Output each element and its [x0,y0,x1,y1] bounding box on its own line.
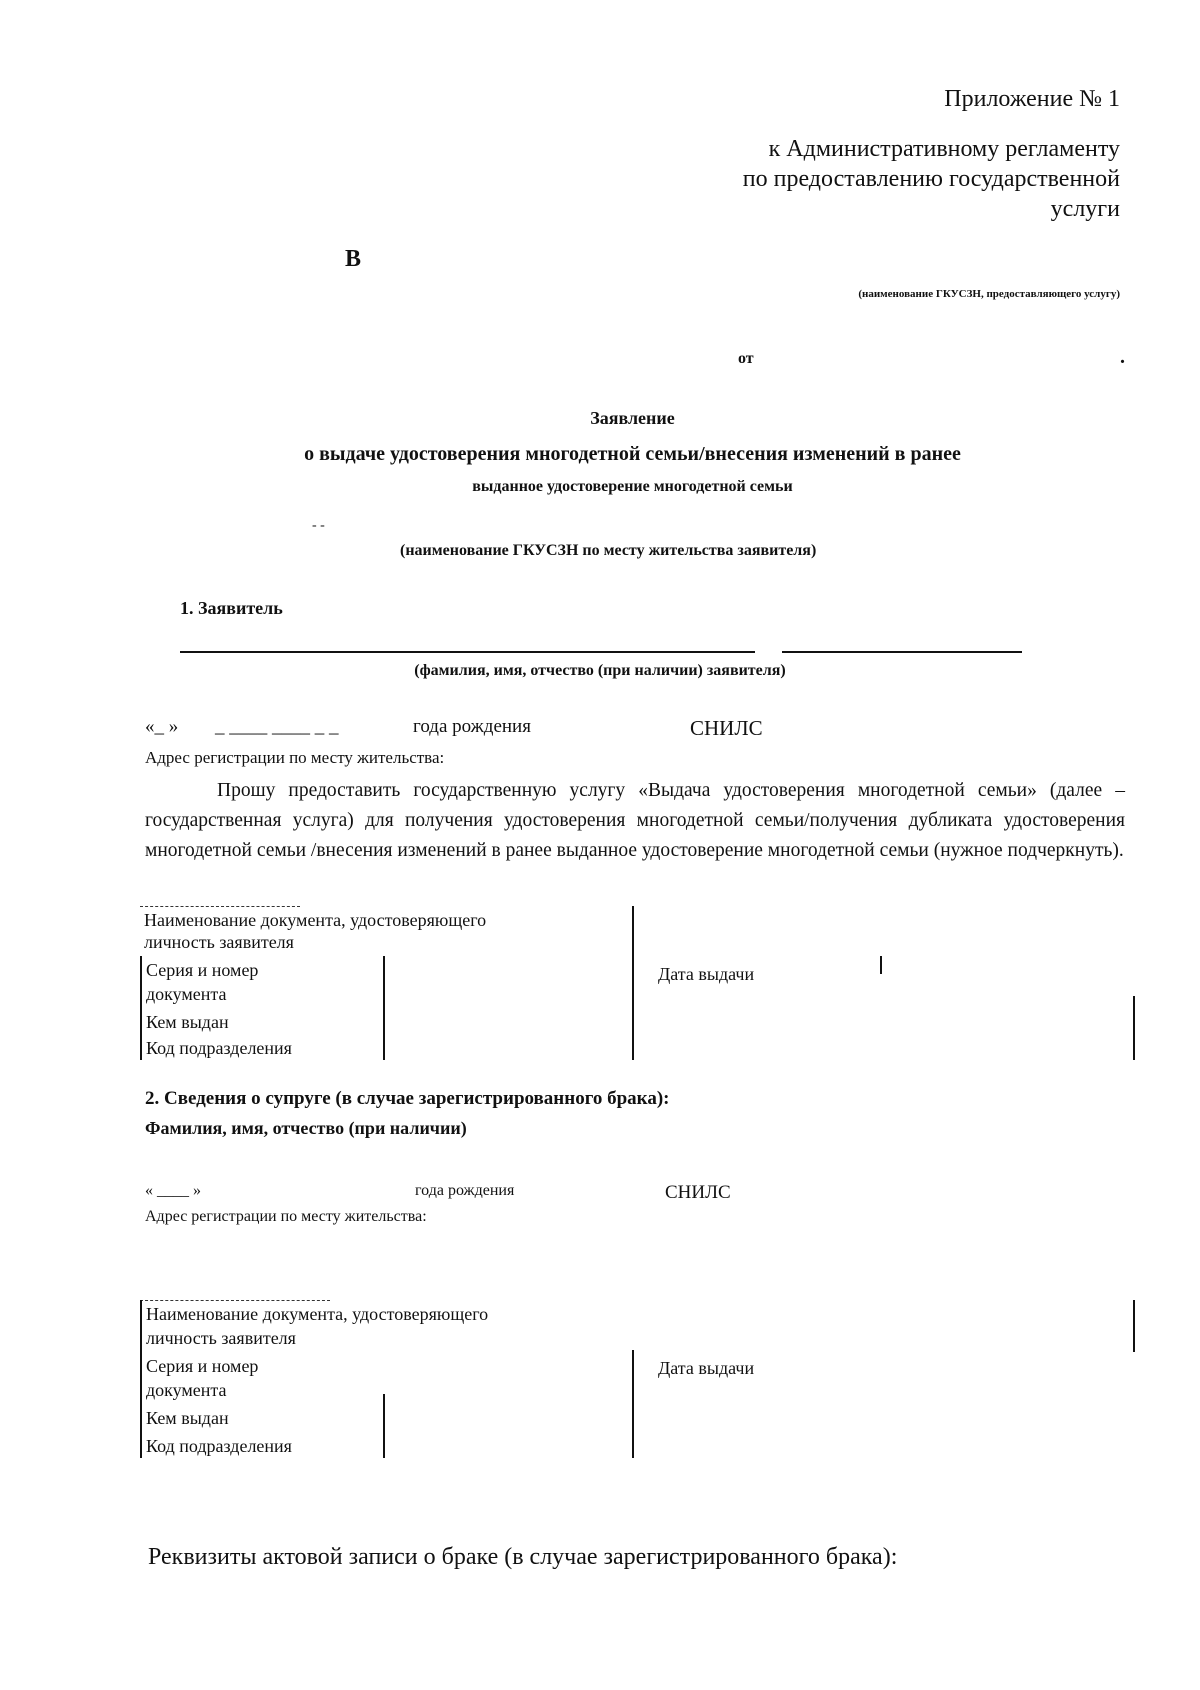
table-border [140,1300,330,1301]
birth-day-blank[interactable]: «_ » [145,716,179,737]
spouse-address-label: Адрес регистрации по месту жительства: [145,1208,427,1225]
applicant-document-table [140,906,1140,1062]
doc-name-label: личность заявителя [144,932,294,952]
birth-year-label: года рождения [413,716,531,737]
spouse-birth-day-blank[interactable]: « ____ » [145,1182,201,1199]
table-border [632,1350,634,1458]
series-label: Серия и номер [146,960,259,980]
fio-blank-line[interactable] [180,651,755,653]
table-border [140,956,142,1060]
table-border [1133,1300,1135,1352]
table-border [140,1300,142,1458]
issue-date-label: Дата выдачи [658,1358,755,1378]
table-border [880,956,882,974]
issued-by-label: Кем выдан [146,1012,229,1032]
regulation-line: к Административному регламенту [768,136,1120,162]
snils-label: СНИЛС [690,716,763,740]
gkuszn-caption: (наименование ГКУСЗН по месту жительства заявителя) [400,542,817,559]
applicant-address-label: Адрес регистрации по месту жительства: [145,748,445,767]
from-label: от [738,350,754,367]
table-border [632,906,634,1060]
marriage-record-heading: Реквизиты актовой записи о браке (в случае зарегистрированного брака): [148,1544,898,1570]
doc-name-label: личность заявителя [146,1328,296,1348]
spouse-fio-label: Фамилия, имя, отчество (при наличии) [145,1118,467,1138]
document-subtitle-line: выданное удостоверение многодетной семьи [472,478,793,495]
issue-date-label: Дата выдачи [658,964,755,984]
doc-name-label: Наименование документа, удостоверяющего [146,1304,489,1324]
regulation-line: услуги [1050,196,1120,222]
section-2-heading: 2. Сведения о супруге (в случае зарегистрированного брака): [145,1088,670,1109]
series-label: документа [146,1380,227,1400]
service-request-paragraph: Прошу предоставить государственную услугу «Выдача удостоверения многодетной семьи» (далее – государственная услуга) для получения удостоверения многодетной семьи/получения дубликата удостоверения многодетной семьи /внесения изменений в ранее выданное удостоверение многодетной семьи (нужное подчеркнуть). [145,780,1125,861]
section-1-heading: 1. Заявитель [180,598,283,618]
regulation-reference [640,134,1120,224]
spouse-birth-year-label: года рождения [415,1182,515,1199]
gkuszn-blank: - - [312,518,325,533]
table-border [140,906,300,907]
birth-month-year-blank[interactable]: _ ____ ____ _ _ [215,716,339,737]
table-border [1133,996,1135,1060]
document-subtitle-line: о выдаче удостоверения многодетной семьи/внесения изменений в ранее [304,443,961,465]
to-caption: (наименование ГКУСЗН, предоставляющего услугу) [858,288,1120,300]
fio-blank-line[interactable] [782,651,1022,653]
regulation-line: по предоставлению государственной [742,166,1120,192]
table-border [383,1394,385,1458]
spouse-document-table [140,1300,1140,1460]
fio-caption: (фамилия, имя, отчество (при наличии) заявителя) [414,662,786,679]
division-code-label: Код подразделения [146,1436,292,1456]
issued-by-label: Кем выдан [146,1408,229,1428]
document-title: Заявление [590,408,675,428]
annex-number: Приложение № 1 [944,86,1120,112]
division-code-label: Код подразделения [146,1038,292,1058]
series-label: документа [146,984,227,1004]
to-label: В [345,246,362,272]
spouse-snils-label: СНИЛС [665,1182,731,1203]
from-dot: . [1120,346,1125,368]
doc-name-label: Наименование документа, удостоверяющего [144,910,487,930]
series-label: Серия и номер [146,1356,259,1376]
table-border [383,956,385,1060]
